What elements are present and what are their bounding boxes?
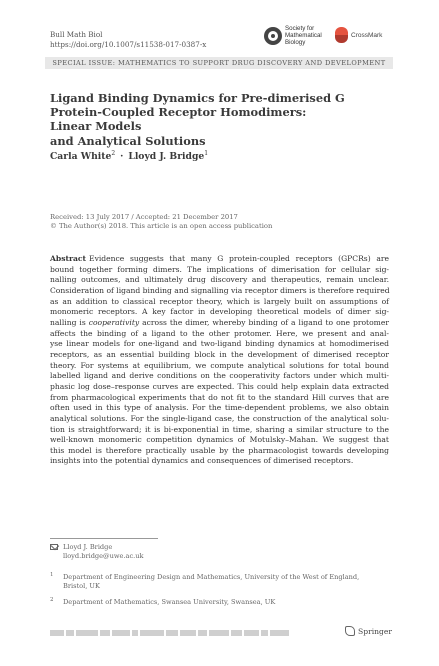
doi-link[interactable]: https://doi.org/10.1007/s11538-017-0387-x [50, 39, 207, 49]
contact-email[interactable]: lloyd.bridge@uwe.ac.uk [63, 552, 144, 560]
abstract-line: theory. For systems at equilibrium, we compute analytical solutions for total bound [50, 360, 389, 370]
abstract-line: from pharmacological experiments that do not fit to the standard Hill curves that are [50, 392, 389, 402]
affiliation-number: 2 [50, 597, 54, 603]
abstract-line: nalling is cooperativity across the dimer, whereby binding of a ligand to one protomer [50, 317, 389, 327]
crossmark-icon [335, 27, 348, 43]
title-line: and Analytical Solutions [50, 133, 206, 148]
abstract-line: bound together forming dimers. The implications of dimerisation for cellular sig- [50, 264, 389, 274]
springer-horse-icon [345, 626, 355, 636]
received-accepted: Received: 13 July 2017 / Accepted: 21 December 2017 [50, 213, 238, 221]
abstract-line: well-known monomeric competition dynamics of Motulsky–Mahan. We suggest that [50, 435, 389, 445]
author-affiliation-mark: 2 [111, 150, 116, 157]
society-logo [264, 25, 322, 46]
abstract-keyword: Abstract [50, 254, 87, 263]
special-issue-banner: SPECIAL ISSUE: MATHEMATICS TO SUPPORT DRUG DISCOVERY AND DEVELOPMENT [45, 57, 393, 69]
abstract-line: this model is therefore practically usable by the pharmacologist towards developing [50, 445, 389, 455]
abstract-line: yse linear models for one-ligand and two-ligand binding dynamics at homodimerised [50, 339, 389, 349]
publisher-name: Springer [358, 626, 392, 636]
abstract-line: receptors, as an essential building block in the development of dimerised receptor [50, 349, 389, 359]
abstract-line: as an addition to classical receptor theory, which is largely built on assumptions of [50, 296, 389, 306]
abstract-line: nalling outcomes, and ultimately drug discovery and therapeutics, remain unclear. [50, 275, 389, 285]
author-affiliation-mark: 1 [204, 150, 209, 157]
title-line: Protein-Coupled Receptor Homodimers: Linear Models [50, 105, 307, 134]
society-logo-icon [264, 27, 282, 45]
footnote-divider [50, 538, 158, 539]
society-logo-text: Society for Mathematical Biology [285, 25, 322, 46]
crossmark-text: CrossMark [351, 31, 383, 39]
envelope-icon [50, 544, 58, 550]
abstract-line: often used in this type of analysis. For the time-dependent problems, we also obtain [50, 403, 389, 413]
copyright-notice: © The Author(s) 2018. This article is an open access publication [50, 222, 273, 231]
abstract-line: analytical solutions. For the single-ligand case, the construction of the analytical solu- [50, 413, 389, 423]
affiliation-number: 1 [50, 572, 54, 578]
journal-info [50, 30, 206, 49]
abstract-line: monomeric receptors. A key factor in developing theoretical models of dimer sig- [50, 307, 389, 317]
paper-title [50, 91, 350, 148]
abstract [50, 254, 389, 467]
author-name[interactable]: Lloyd J. Bridge [128, 151, 205, 162]
article-dates [50, 213, 272, 232]
abstract-line: tion is straightforward; it is bi-exponential in time, sharing a similar structure to the [50, 424, 389, 434]
abstract-line: Consideration of ligand binding and signalling via receptor dimers is therefore required [50, 285, 390, 295]
affiliation-text: Department of Engineering Design and Mathematics, University of the West of England, Bristol, UK [63, 573, 360, 590]
affiliation-text: Department of Mathematics, Swansea University, Swansea, UK [63, 598, 276, 606]
abstract-line: phasic log dose–response curves are expected. This could help explain data extracted [50, 381, 389, 391]
italic-term: cooperativity [88, 317, 140, 327]
crossmark-logo[interactable] [335, 27, 382, 43]
journal-name: Bull Math Biol [50, 30, 103, 39]
contact-name: Lloyd J. Bridge [63, 543, 113, 551]
publisher-logo [345, 626, 392, 636]
watermark-pattern [50, 622, 330, 638]
abstract-line: Abstract Evidence suggests that many G protein-coupled receptors (GPCRs) are [50, 254, 389, 263]
abstract-line: labelled ligand and derive conditions on the cooperativity factors under which multi- [50, 371, 389, 381]
title-line: Ligand Binding Dynamics for Pre-dimerised G [50, 91, 345, 105]
author-list [50, 151, 208, 162]
author-name[interactable]: Carla White [50, 151, 112, 162]
author-separator: · [120, 151, 124, 162]
abstract-line: affects the binding of a ligand to the other protomer. Here, we present and anal- [50, 328, 389, 338]
abstract-line: insights into the potential dynamics and consequences of dimerised receptors. [50, 456, 354, 466]
